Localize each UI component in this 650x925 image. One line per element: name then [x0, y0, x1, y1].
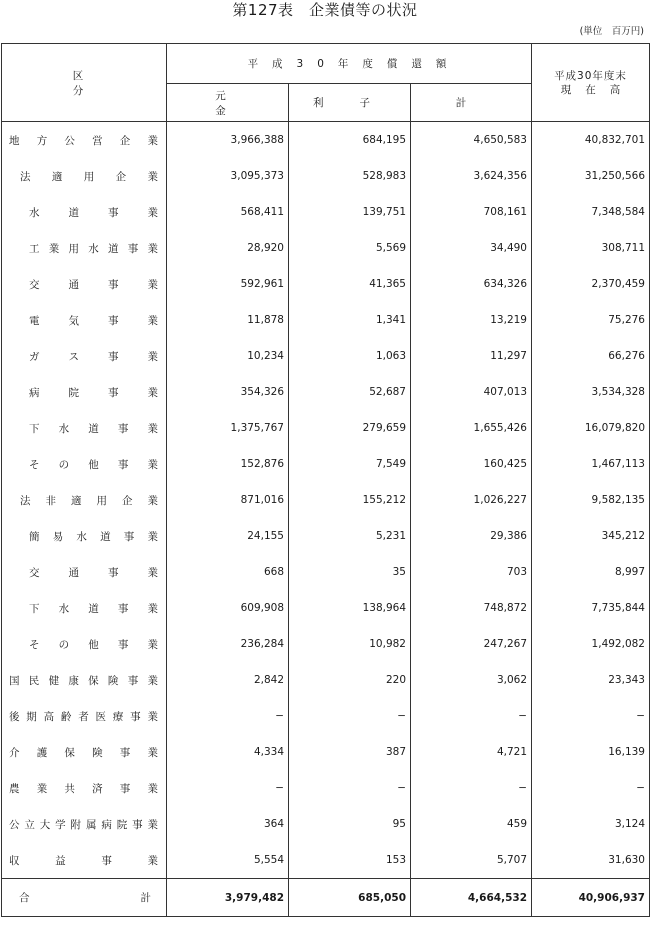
- cell-principal: 152,876: [167, 446, 289, 482]
- cell-total: 4,664,532: [411, 879, 532, 917]
- row-label: 工業用水道事業: [2, 230, 167, 266]
- cell-total: 34,490: [411, 230, 532, 266]
- cell-principal: 668: [167, 554, 289, 590]
- cell-total: 4,721: [411, 734, 532, 770]
- table-row: [2, 662, 650, 698]
- table-row: [2, 590, 650, 626]
- cell-principal: 24,155: [167, 518, 289, 554]
- cell-total: 1,655,426: [411, 410, 532, 446]
- row-label: 後期高齢者医療事業: [2, 698, 167, 734]
- cell-principal: 3,966,388: [167, 122, 289, 159]
- cell-balance: 40,832,701: [532, 122, 650, 159]
- cell-total: 407,013: [411, 374, 532, 410]
- cell-total: −: [411, 698, 532, 734]
- cell-interest: −: [289, 698, 411, 734]
- cell-principal: 609,908: [167, 590, 289, 626]
- row-label: ガス事業: [2, 338, 167, 374]
- row-label: 介護保険事業: [2, 734, 167, 770]
- cell-interest: 139,751: [289, 194, 411, 230]
- cell-balance: 23,343: [532, 662, 650, 698]
- cell-total: 634,326: [411, 266, 532, 302]
- cell-interest: 220: [289, 662, 411, 698]
- table-row: [2, 266, 650, 302]
- cell-balance: 16,079,820: [532, 410, 650, 446]
- header-balance-line2: 現在高: [560, 83, 635, 96]
- cell-balance: −: [532, 770, 650, 806]
- header-kubun: 区分: [2, 44, 167, 122]
- row-label: 収益事業: [2, 842, 167, 879]
- row-label: 下水道事業: [2, 590, 167, 626]
- cell-total: 5,707: [411, 842, 532, 879]
- cell-principal: 364: [167, 806, 289, 842]
- header-balance: [532, 44, 650, 122]
- cell-principal: 236,284: [167, 626, 289, 662]
- cell-balance: 2,370,459: [532, 266, 650, 302]
- cell-principal: −: [167, 770, 289, 806]
- cell-balance: 3,534,328: [532, 374, 650, 410]
- cell-balance: 3,124: [532, 806, 650, 842]
- cell-balance: 40,906,937: [532, 879, 650, 917]
- cell-total: 708,161: [411, 194, 532, 230]
- row-label: 病院事業: [2, 374, 167, 410]
- cell-interest: 52,687: [289, 374, 411, 410]
- row-label: 簡易水道事業: [2, 518, 167, 554]
- cell-total: 1,026,227: [411, 482, 532, 518]
- cell-interest: 155,212: [289, 482, 411, 518]
- cell-interest: 41,365: [289, 266, 411, 302]
- cell-principal: 5,554: [167, 842, 289, 879]
- cell-principal: 2,842: [167, 662, 289, 698]
- table-body: [2, 122, 650, 917]
- header-interest: 利子: [289, 84, 411, 122]
- cell-principal: 4,334: [167, 734, 289, 770]
- cell-balance: 308,711: [532, 230, 650, 266]
- row-label: 交通事業: [2, 266, 167, 302]
- unit-note: (単位 百万円): [579, 26, 644, 37]
- table-row: [2, 158, 650, 194]
- row-label: 法非適用企業: [2, 482, 167, 518]
- cell-balance: 31,630: [532, 842, 650, 879]
- cell-balance: 16,139: [532, 734, 650, 770]
- table-row: [2, 230, 650, 266]
- table-row: [2, 698, 650, 734]
- row-label: その他事業: [2, 446, 167, 482]
- table-row: [2, 879, 650, 917]
- cell-interest: 685,050: [289, 879, 411, 917]
- table-row: [2, 410, 650, 446]
- cell-principal: 11,878: [167, 302, 289, 338]
- cell-interest: 5,231: [289, 518, 411, 554]
- cell-balance: 66,276: [532, 338, 650, 374]
- page-title: 第127表 企業債等の状況: [232, 1, 418, 19]
- cell-interest: 95: [289, 806, 411, 842]
- cell-principal: 3,095,373: [167, 158, 289, 194]
- cell-interest: 279,659: [289, 410, 411, 446]
- cell-balance: 31,250,566: [532, 158, 650, 194]
- table-row: [2, 734, 650, 770]
- table-row: [2, 806, 650, 842]
- table-row: [2, 518, 650, 554]
- table-row: [2, 482, 650, 518]
- cell-balance: 345,212: [532, 518, 650, 554]
- cell-balance: −: [532, 698, 650, 734]
- cell-principal: −: [167, 698, 289, 734]
- cell-principal: 3,979,482: [167, 879, 289, 917]
- cell-balance: 9,582,135: [532, 482, 650, 518]
- cell-principal: 568,411: [167, 194, 289, 230]
- row-label: 合計: [2, 879, 167, 917]
- cell-balance: 7,735,844: [532, 590, 650, 626]
- cell-total: 13,219: [411, 302, 532, 338]
- cell-balance: 7,348,584: [532, 194, 650, 230]
- cell-total: 748,872: [411, 590, 532, 626]
- cell-total: 3,624,356: [411, 158, 532, 194]
- table-row: [2, 302, 650, 338]
- cell-total: 703: [411, 554, 532, 590]
- header-balance-line1: 平成30年度末: [554, 69, 627, 82]
- table-row: [2, 770, 650, 806]
- cell-total: 29,386: [411, 518, 532, 554]
- row-label: 公立大学附属病院事業: [2, 806, 167, 842]
- cell-principal: 1,375,767: [167, 410, 289, 446]
- cell-interest: 684,195: [289, 122, 411, 159]
- row-label: 電気事業: [2, 302, 167, 338]
- cell-interest: 7,549: [289, 446, 411, 482]
- cell-balance: 1,467,113: [532, 446, 650, 482]
- row-label: 地方公営企業: [2, 122, 167, 159]
- cell-total: 11,297: [411, 338, 532, 374]
- cell-principal: 592,961: [167, 266, 289, 302]
- row-label: 交通事業: [2, 554, 167, 590]
- cell-interest: −: [289, 770, 411, 806]
- table-row: [2, 446, 650, 482]
- cell-principal: 871,016: [167, 482, 289, 518]
- table-row: [2, 842, 650, 879]
- cell-interest: 10,982: [289, 626, 411, 662]
- table-row: [2, 626, 650, 662]
- cell-interest: 5,569: [289, 230, 411, 266]
- cell-total: 459: [411, 806, 532, 842]
- row-label: 農業共済事業: [2, 770, 167, 806]
- cell-principal: 10,234: [167, 338, 289, 374]
- table-row: [2, 194, 650, 230]
- row-label: 水道事業: [2, 194, 167, 230]
- cell-balance: 8,997: [532, 554, 650, 590]
- cell-balance: 75,276: [532, 302, 650, 338]
- cell-interest: 138,964: [289, 590, 411, 626]
- row-label: 国民健康保険事業: [2, 662, 167, 698]
- cell-principal: 28,920: [167, 230, 289, 266]
- cell-interest: 153: [289, 842, 411, 879]
- table-row: [2, 554, 650, 590]
- cell-interest: 1,063: [289, 338, 411, 374]
- table-row: [2, 122, 650, 159]
- table-row: [2, 338, 650, 374]
- cell-principal: 354,326: [167, 374, 289, 410]
- header-total: 計: [411, 84, 532, 122]
- row-label: 下水道事業: [2, 410, 167, 446]
- cell-total: 4,650,583: [411, 122, 532, 159]
- cell-total: −: [411, 770, 532, 806]
- header-principal: 元金: [167, 84, 289, 122]
- cell-total: 3,062: [411, 662, 532, 698]
- table-row: [2, 374, 650, 410]
- cell-interest: 387: [289, 734, 411, 770]
- cell-balance: 1,492,082: [532, 626, 650, 662]
- cell-total: 247,267: [411, 626, 532, 662]
- cell-interest: 528,983: [289, 158, 411, 194]
- cell-interest: 1,341: [289, 302, 411, 338]
- bond-table: [1, 43, 650, 917]
- row-label: 法適用企業: [2, 158, 167, 194]
- header-repayment-group: 平成30年度償還額: [167, 44, 532, 84]
- row-label: その他事業: [2, 626, 167, 662]
- cell-total: 160,425: [411, 446, 532, 482]
- cell-interest: 35: [289, 554, 411, 590]
